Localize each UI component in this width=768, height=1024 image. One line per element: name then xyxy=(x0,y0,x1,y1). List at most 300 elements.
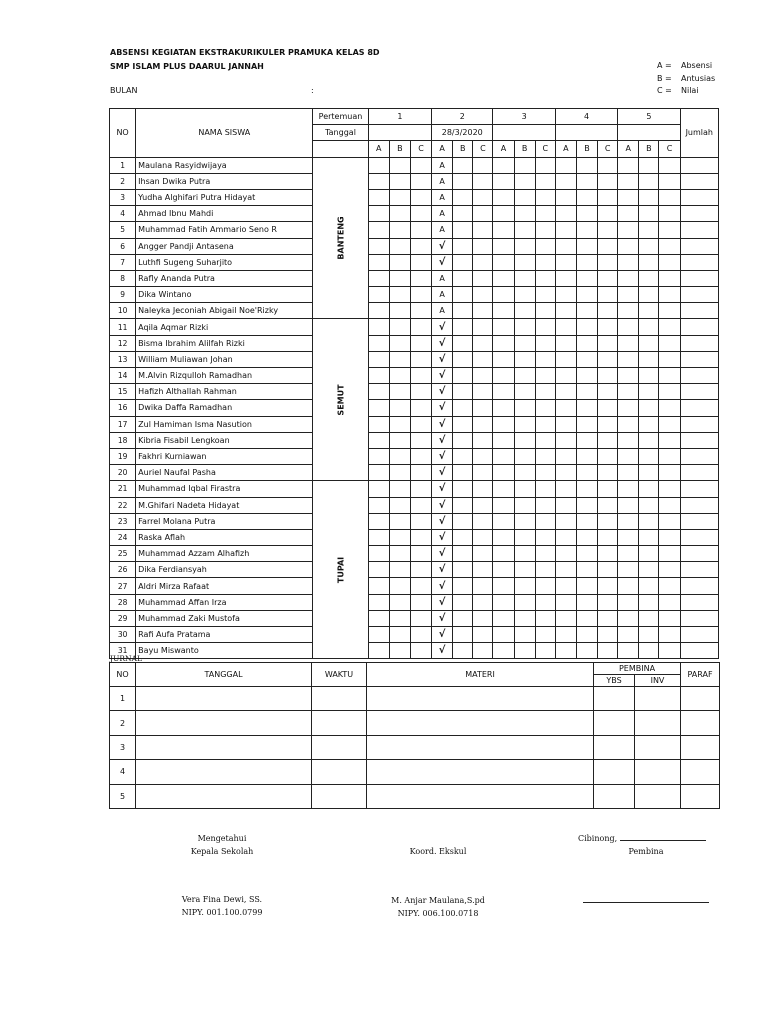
attendance-mark: √ xyxy=(432,368,453,384)
score-cell xyxy=(389,562,410,578)
score-cell xyxy=(410,222,431,238)
score-cell xyxy=(514,238,535,254)
score-cell xyxy=(639,222,659,238)
score-cell xyxy=(473,351,493,367)
score-cell xyxy=(514,351,535,367)
score-cell xyxy=(368,497,389,513)
score-cell xyxy=(598,465,618,481)
score-cell xyxy=(389,222,410,238)
score-cell xyxy=(555,319,576,335)
student-name: Auriel Naufal Pasha xyxy=(136,465,313,481)
score-cell xyxy=(576,319,597,335)
score-cell xyxy=(473,319,493,335)
journal-row-no: 5 xyxy=(110,784,136,808)
score-cell xyxy=(598,448,618,464)
score-cell xyxy=(535,448,555,464)
score-cell xyxy=(410,416,431,432)
score-cell xyxy=(639,287,659,303)
score-cell xyxy=(473,610,493,626)
student-name: Muhammad Zaki Mustofa xyxy=(136,610,313,626)
student-name: Yudha Alghifari Putra Hidayat xyxy=(136,189,313,205)
score-cell xyxy=(410,481,431,497)
jumlah-cell xyxy=(680,594,718,610)
meeting-4-header: 4 xyxy=(555,109,617,125)
score-cell xyxy=(514,643,535,659)
score-cell xyxy=(639,319,659,335)
score-cell xyxy=(618,270,639,286)
score-cell xyxy=(598,400,618,416)
score-cell xyxy=(493,222,514,238)
journal-cell xyxy=(136,735,312,759)
student-no: 29 xyxy=(110,610,136,626)
score-cell xyxy=(514,254,535,270)
score-cell xyxy=(453,206,473,222)
score-cell xyxy=(368,319,389,335)
score-cell xyxy=(514,222,535,238)
jumlah-cell xyxy=(680,465,718,481)
score-cell xyxy=(555,173,576,189)
score-cell xyxy=(576,432,597,448)
jumlah-cell xyxy=(680,513,718,529)
score-cell xyxy=(576,303,597,319)
student-no: 6 xyxy=(110,238,136,254)
journal-cell xyxy=(367,784,594,808)
student-no: 2 xyxy=(110,173,136,189)
student-name: Dwika Daffa Ramadhan xyxy=(136,400,313,416)
table-row xyxy=(110,384,719,400)
table-row xyxy=(110,189,719,205)
score-cell xyxy=(473,270,493,286)
score-cell xyxy=(473,497,493,513)
score-cell xyxy=(598,627,618,643)
score-cell xyxy=(410,287,431,303)
sub-col-header: C xyxy=(659,141,680,157)
journal-row xyxy=(110,711,720,735)
score-cell xyxy=(514,400,535,416)
jumlah-cell xyxy=(680,529,718,545)
table-row xyxy=(110,432,719,448)
score-cell xyxy=(514,562,535,578)
score-cell xyxy=(659,238,680,254)
score-cell xyxy=(639,643,659,659)
score-cell xyxy=(493,513,514,529)
score-cell xyxy=(576,497,597,513)
score-cell xyxy=(598,173,618,189)
journal-inv-header: INV xyxy=(635,675,681,687)
score-cell xyxy=(453,287,473,303)
score-cell xyxy=(514,610,535,626)
journal-materi-header: MATERI xyxy=(367,663,594,687)
score-cell xyxy=(368,465,389,481)
score-cell xyxy=(410,465,431,481)
score-cell xyxy=(368,643,389,659)
score-cell xyxy=(618,319,639,335)
score-cell xyxy=(639,610,659,626)
legend-value: Absensi xyxy=(681,61,713,70)
score-cell xyxy=(368,222,389,238)
table-row xyxy=(110,513,719,529)
score-cell xyxy=(368,546,389,562)
score-cell xyxy=(410,157,431,173)
student-name: William Muliawan Johan xyxy=(136,351,313,367)
score-cell xyxy=(555,627,576,643)
score-cell xyxy=(639,384,659,400)
attendance-mark: A xyxy=(432,303,453,319)
score-cell xyxy=(368,335,389,351)
journal-row-no: 4 xyxy=(110,760,136,784)
score-cell xyxy=(598,335,618,351)
score-cell xyxy=(576,562,597,578)
bulan-label: BULAN xyxy=(110,86,138,95)
score-cell xyxy=(576,368,597,384)
journal-cell xyxy=(136,760,312,784)
student-name: Dika Wintano xyxy=(136,287,313,303)
score-cell xyxy=(410,610,431,626)
student-name: Bayu Miswanto xyxy=(136,643,313,659)
score-cell xyxy=(493,368,514,384)
score-cell xyxy=(389,627,410,643)
student-name: Farrel Molana Putra xyxy=(136,513,313,529)
score-cell xyxy=(555,610,576,626)
table-row xyxy=(110,319,719,335)
score-cell xyxy=(410,562,431,578)
meeting-5-date xyxy=(618,125,680,141)
score-cell xyxy=(659,222,680,238)
score-cell xyxy=(410,529,431,545)
score-cell xyxy=(389,189,410,205)
pembina-signature-line xyxy=(582,896,710,905)
student-no: 11 xyxy=(110,319,136,335)
score-cell xyxy=(555,189,576,205)
score-cell xyxy=(389,238,410,254)
koord-ekskul-label: Koord. Ekskul xyxy=(409,847,467,856)
score-cell xyxy=(514,448,535,464)
score-cell xyxy=(618,222,639,238)
jumlah-cell xyxy=(680,189,718,205)
score-cell xyxy=(389,448,410,464)
score-cell xyxy=(368,173,389,189)
sub-col-header: B xyxy=(453,141,473,157)
student-no: 15 xyxy=(110,384,136,400)
score-cell xyxy=(368,351,389,367)
score-cell xyxy=(576,238,597,254)
score-cell xyxy=(453,303,473,319)
score-cell xyxy=(535,432,555,448)
student-name: Muhammad Affan Irza xyxy=(136,594,313,610)
score-cell xyxy=(555,578,576,594)
score-cell xyxy=(389,416,410,432)
score-cell xyxy=(535,238,555,254)
score-cell xyxy=(618,368,639,384)
score-cell xyxy=(535,627,555,643)
score-cell xyxy=(576,287,597,303)
meeting-2-date: 28/3/2020 xyxy=(432,125,493,141)
student-no: 28 xyxy=(110,594,136,610)
journal-cell xyxy=(635,711,681,735)
jumlah-cell xyxy=(680,157,718,173)
score-cell xyxy=(368,610,389,626)
table-row xyxy=(110,254,719,270)
journal-pembina-header: PEMBINA xyxy=(594,663,681,675)
journal-cell xyxy=(635,760,681,784)
score-cell xyxy=(473,400,493,416)
score-cell xyxy=(514,173,535,189)
student-no: 20 xyxy=(110,465,136,481)
student-name: Dika Ferdiansyah xyxy=(136,562,313,578)
table-row xyxy=(110,497,719,513)
score-cell xyxy=(659,400,680,416)
score-cell xyxy=(493,173,514,189)
score-cell xyxy=(453,189,473,205)
score-cell xyxy=(493,157,514,173)
table-row xyxy=(110,351,719,367)
table-row xyxy=(110,238,719,254)
journal-cell xyxy=(594,784,635,808)
score-cell xyxy=(368,627,389,643)
score-cell xyxy=(598,206,618,222)
score-cell xyxy=(473,529,493,545)
score-cell xyxy=(659,319,680,335)
score-cell xyxy=(598,157,618,173)
score-cell xyxy=(659,335,680,351)
score-cell xyxy=(453,513,473,529)
table-row xyxy=(110,481,719,497)
score-cell xyxy=(514,481,535,497)
score-cell xyxy=(389,206,410,222)
score-cell xyxy=(535,610,555,626)
score-cell xyxy=(389,400,410,416)
score-cell xyxy=(389,643,410,659)
score-cell xyxy=(514,206,535,222)
score-cell xyxy=(514,416,535,432)
score-cell xyxy=(410,368,431,384)
student-no: 18 xyxy=(110,432,136,448)
score-cell xyxy=(410,497,431,513)
score-cell xyxy=(659,206,680,222)
score-cell xyxy=(576,529,597,545)
score-cell xyxy=(453,497,473,513)
score-cell xyxy=(453,529,473,545)
student-no: 3 xyxy=(110,189,136,205)
student-no: 5 xyxy=(110,222,136,238)
score-cell xyxy=(389,270,410,286)
score-cell xyxy=(493,270,514,286)
score-cell xyxy=(368,368,389,384)
score-cell xyxy=(473,546,493,562)
score-cell xyxy=(535,562,555,578)
attendance-mark: √ xyxy=(432,610,453,626)
journal-row-no: 3 xyxy=(110,735,136,759)
score-cell xyxy=(368,384,389,400)
student-name: Muhammad Iqbal Firastra xyxy=(136,481,313,497)
table-row xyxy=(110,222,719,238)
score-cell xyxy=(389,287,410,303)
score-cell xyxy=(473,594,493,610)
student-no: 17 xyxy=(110,416,136,432)
score-cell xyxy=(598,497,618,513)
table-row xyxy=(110,529,719,545)
score-cell xyxy=(555,513,576,529)
group-cell xyxy=(313,319,368,481)
score-cell xyxy=(598,254,618,270)
score-cell xyxy=(639,238,659,254)
score-cell xyxy=(389,351,410,367)
mengetahui-label: Mengetahui xyxy=(197,834,247,843)
score-cell xyxy=(410,270,431,286)
koord-nipy: NIPY. 006.100.0718 xyxy=(397,909,479,918)
table-row xyxy=(110,400,719,416)
score-cell xyxy=(453,157,473,173)
attendance-mark: √ xyxy=(432,400,453,416)
jumlah-cell xyxy=(680,497,718,513)
student-no: 12 xyxy=(110,335,136,351)
score-cell xyxy=(493,529,514,545)
sub-col-header: C xyxy=(473,141,493,157)
score-cell xyxy=(453,643,473,659)
score-cell xyxy=(473,643,493,659)
school-name: SMP ISLAM PLUS DAARUL JANNAH xyxy=(110,62,264,71)
score-cell xyxy=(535,384,555,400)
score-cell xyxy=(514,529,535,545)
score-cell xyxy=(453,400,473,416)
score-cell xyxy=(493,578,514,594)
score-cell xyxy=(473,238,493,254)
score-cell xyxy=(493,643,514,659)
student-name: M.Ghifari Nadeta Hidayat xyxy=(136,497,313,513)
score-cell xyxy=(410,335,431,351)
score-cell xyxy=(368,432,389,448)
jumlah-cell xyxy=(680,384,718,400)
score-cell xyxy=(514,497,535,513)
score-cell xyxy=(576,448,597,464)
score-cell xyxy=(555,594,576,610)
score-cell xyxy=(514,465,535,481)
score-cell xyxy=(598,270,618,286)
score-cell xyxy=(555,400,576,416)
student-name: M.Alvin Rizqulloh Ramadhan xyxy=(136,368,313,384)
score-cell xyxy=(576,206,597,222)
score-cell xyxy=(555,303,576,319)
score-cell xyxy=(618,254,639,270)
sub-col-header: C xyxy=(410,141,431,157)
journal-row xyxy=(110,784,720,808)
score-cell xyxy=(598,238,618,254)
score-cell xyxy=(639,173,659,189)
score-cell xyxy=(410,238,431,254)
score-cell xyxy=(535,529,555,545)
score-cell xyxy=(659,594,680,610)
score-cell xyxy=(535,400,555,416)
score-cell xyxy=(410,546,431,562)
meeting-3-header: 3 xyxy=(493,109,555,125)
score-cell xyxy=(576,157,597,173)
score-cell xyxy=(514,546,535,562)
score-cell xyxy=(639,335,659,351)
score-cell xyxy=(493,319,514,335)
score-cell xyxy=(659,610,680,626)
score-cell xyxy=(639,351,659,367)
score-cell xyxy=(368,206,389,222)
student-no: 4 xyxy=(110,206,136,222)
score-cell xyxy=(576,351,597,367)
score-cell xyxy=(514,578,535,594)
sub-col-header: C xyxy=(598,141,618,157)
student-name: Aqila Aqmar Rizki xyxy=(136,319,313,335)
score-cell xyxy=(453,270,473,286)
score-cell xyxy=(453,319,473,335)
score-cell xyxy=(618,351,639,367)
score-cell xyxy=(453,173,473,189)
score-cell xyxy=(493,287,514,303)
score-cell xyxy=(598,287,618,303)
score-cell xyxy=(598,432,618,448)
sub-col-header: B xyxy=(639,141,659,157)
journal-cell xyxy=(681,711,720,735)
score-cell xyxy=(473,513,493,529)
score-cell xyxy=(493,189,514,205)
score-cell xyxy=(659,189,680,205)
score-cell xyxy=(659,270,680,286)
jumlah-cell xyxy=(680,368,718,384)
name-header: NAMA SISWA xyxy=(136,109,313,158)
score-cell xyxy=(555,222,576,238)
score-cell xyxy=(598,384,618,400)
student-no: 10 xyxy=(110,303,136,319)
score-cell xyxy=(618,481,639,497)
score-cell xyxy=(618,303,639,319)
head-name: Vera Fina Dewi, SS. xyxy=(181,895,263,904)
head-nipy: NIPY. 001.100.0799 xyxy=(181,908,263,917)
score-cell xyxy=(618,562,639,578)
score-cell xyxy=(473,627,493,643)
score-cell xyxy=(473,335,493,351)
score-cell xyxy=(555,270,576,286)
date-line xyxy=(620,840,706,841)
table-row xyxy=(110,627,719,643)
score-cell xyxy=(576,643,597,659)
jumlah-cell xyxy=(680,270,718,286)
jumlah-cell xyxy=(680,627,718,643)
score-cell xyxy=(514,303,535,319)
journal-row xyxy=(110,687,720,711)
score-cell xyxy=(389,432,410,448)
score-cell xyxy=(639,481,659,497)
sub-col-header: A xyxy=(368,141,389,157)
journal-waktu-header: WAKTU xyxy=(312,663,367,687)
score-cell xyxy=(598,594,618,610)
score-cell xyxy=(598,481,618,497)
score-cell xyxy=(493,416,514,432)
score-cell xyxy=(555,546,576,562)
score-cell xyxy=(576,173,597,189)
score-cell xyxy=(389,594,410,610)
score-cell xyxy=(598,529,618,545)
tanggal-label: Tanggal xyxy=(313,125,368,141)
student-no: 31 xyxy=(110,643,136,659)
score-cell xyxy=(535,189,555,205)
score-cell xyxy=(473,384,493,400)
score-cell xyxy=(453,627,473,643)
cibinong-label: Cibinong, xyxy=(578,834,618,843)
score-cell xyxy=(389,610,410,626)
score-cell xyxy=(618,206,639,222)
score-cell xyxy=(410,384,431,400)
score-cell xyxy=(618,546,639,562)
score-cell xyxy=(410,400,431,416)
legend-value: Nilai xyxy=(681,86,699,95)
score-cell xyxy=(453,594,473,610)
score-cell xyxy=(514,368,535,384)
